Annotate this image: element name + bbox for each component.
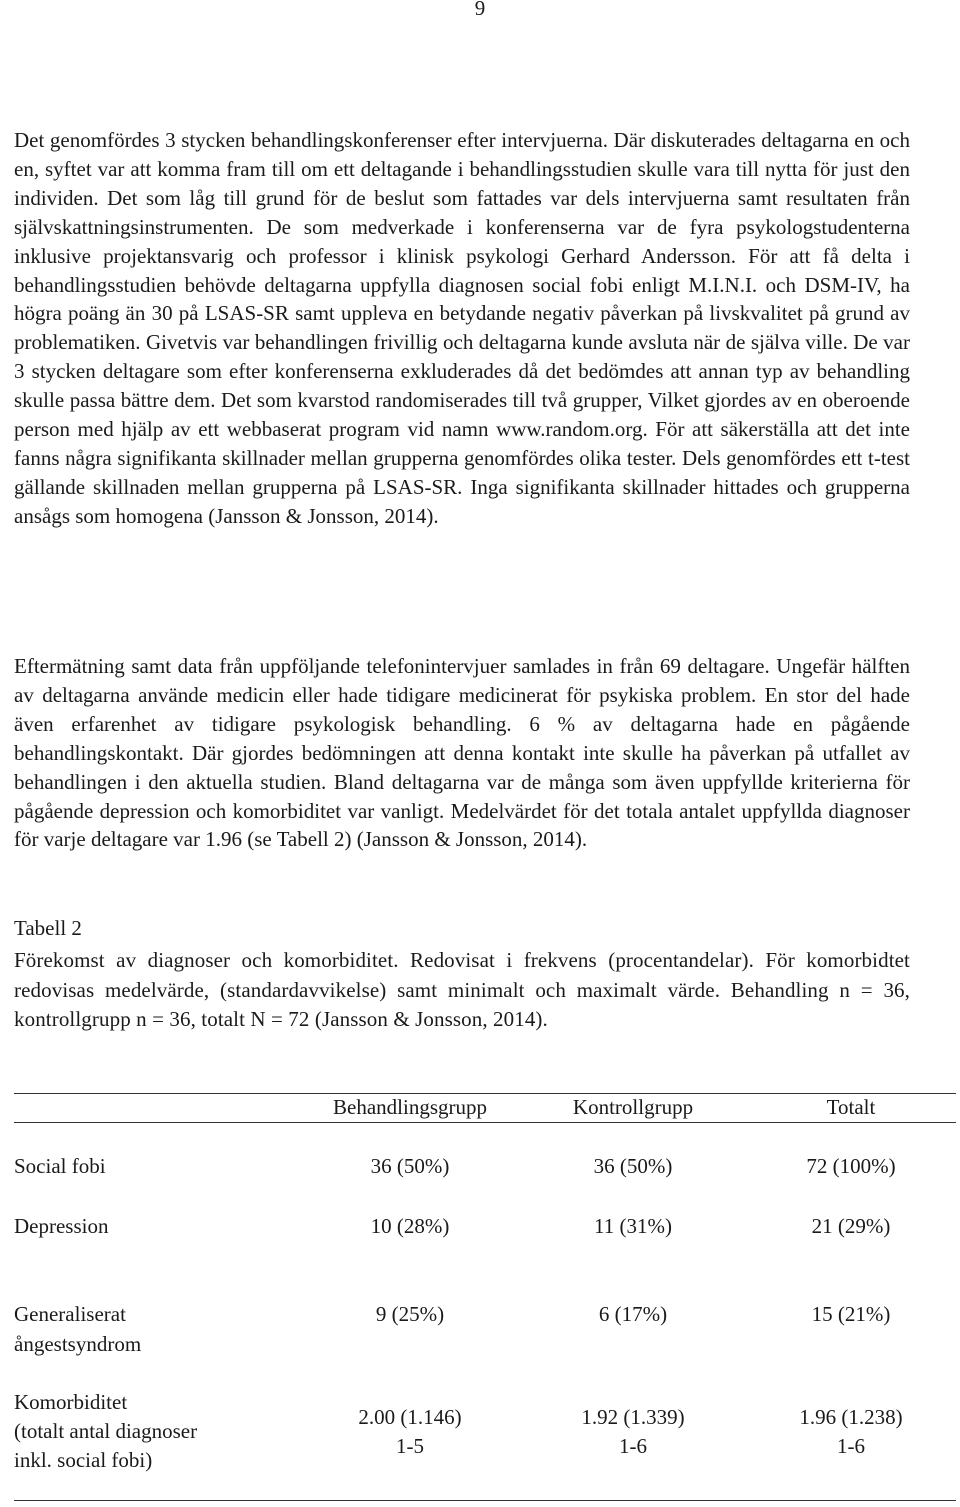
cell-gad-kontroll: 6 (17%) xyxy=(598,1302,668,1326)
row-label-gad-line2: ångestsyndrom xyxy=(14,1332,142,1356)
header-behandlingsgrupp: Behandlingsgrupp xyxy=(333,1095,487,1119)
cell-komorbiditet-totalt-mean: 1.96 (1.238) xyxy=(799,1405,903,1429)
row-label-komorbiditet-line2: (totalt antal diagnoser xyxy=(14,1419,198,1443)
cell-social-fobi-behandling: 36 (50%) xyxy=(370,1154,450,1178)
cell-gad-totalt: 15 (21%) xyxy=(811,1302,891,1326)
table-title: Tabell 2 xyxy=(14,916,82,940)
table-header-rule xyxy=(14,1122,956,1123)
cell-komorbiditet-behandling-mean: 2.00 (1.146) xyxy=(358,1405,462,1429)
cell-gad-behandling: 9 (25%) xyxy=(375,1302,445,1326)
cell-social-fobi-kontroll: 36 (50%) xyxy=(593,1154,673,1178)
cell-depression-kontroll: 11 (31%) xyxy=(594,1214,672,1238)
cell-komorbiditet-kontroll-range: 1-6 xyxy=(619,1434,647,1458)
page-number: 9 xyxy=(474,0,486,20)
cell-komorbiditet-kontroll-mean: 1.92 (1.339) xyxy=(581,1405,685,1429)
row-label-social-fobi: Social fobi xyxy=(14,1154,106,1178)
header-kontrollgrupp: Kontrollgrupp xyxy=(572,1095,694,1119)
row-label-gad-line1: Generaliserat xyxy=(14,1302,126,1326)
row-label-komorbiditet-line1: Komorbiditet xyxy=(14,1390,128,1414)
cell-komorbiditet-totalt-range: 1-6 xyxy=(837,1434,865,1458)
table-description: Förekomst av diagnoser och komorbiditet. Redovisat i frekvens (procentandelar). För komorbidtet redovisas medelvärde, (standardavvikelse) samt minimalt och maximalt värde. Behandling n = 36, kontrollgrupp n = 36, totalt N = 72 (Jansson & Jonsson, 2014). xyxy=(14,948,910,1031)
header-totalt: Totalt xyxy=(826,1095,876,1119)
row-label-depression: Depression xyxy=(14,1214,109,1238)
row-label-komorbiditet-line3: inkl. social fobi) xyxy=(14,1448,153,1472)
table-bottom-rule xyxy=(14,1500,956,1501)
cell-komorbiditet-behandling-range: 1-5 xyxy=(396,1434,424,1458)
cell-depression-behandling: 10 (28%) xyxy=(370,1214,450,1238)
cell-depression-totalt: 21 (29%) xyxy=(811,1214,891,1238)
body-paragraph-2: Eftermätning samt data från uppföljande telefonintervjuer samlades in från 69 deltagare. Ungefär hälften av deltagarna använde medicin eller hade tidigare medicinerat för psykiska problem. En stor del hade även erfarenhet av tidigare psykologisk behandling. 6 % av deltagarna hade en pågående behandlingskontakt. Där gjordes bedömningen att denna kontakt inte skulle ha påverkan på utfallet av behandlingen i den aktuella studien. Bland deltagarna var de många som även uppfyllde kriterierna för pågående depression och komorbiditet var vanligt. Medelvärdet för det totala antalet uppfyllda diagnoser för varje deltagare var 1.96 (se Tabell 2) (Jansson & Jonsson, 2014). xyxy=(14,654,910,852)
body-paragraph-1: Det genomfördes 3 stycken behandlingskonferenser efter intervjuerna. Där diskuterades deltagarna en och en, syftet var att komma fram till om ett deltagande i behandlingsstudien skulle vara till nytta för just den individen. Det som låg till grund för de beslut som fattades var dels intervjuerna samt resultaten från självskattningsinstrumenten. De som medverkade i konferenserna var de fyra psykologstudenterna inklusive projektansvarig och professor i klinisk psykologi Gerhard Andersson. För att få delta i behandlingsstudien behövde deltagarna uppfylla diagnosen social fobi enligt M.I.N.I. och DSM-IV, ha högra poäng än 30 på LSAS-SR samt uppleva en betydande negativ påverkan på livskvalitet på grund av problematiken. Givetvis var behandlingen frivillig och deltagarna kunde avsluta när de själva ville. De var 3 stycken deltagare som efter konferenserna exkluderades då det bedömdes att annan typ av behandling skulle passa bättre dem. Det som kvarstod randomiserades till två grupper, Vilket gjordes av en oberoende person med hjälp av ett webbaserat program vid namn www.random.org. För att säkerställa att det inte fanns några signifikanta skillnader mellan grupperna genomfördes olika tester. Dels genomfördes ett t-test gällande skillnaden mellan grupperna på LSAS-SR. Inga signifikanta skillnader hittades och grupperna ansågs som homogena (Jansson & Jonsson, 2014). xyxy=(14,128,910,528)
cell-social-fobi-totalt: 72 (100%) xyxy=(806,1154,896,1178)
